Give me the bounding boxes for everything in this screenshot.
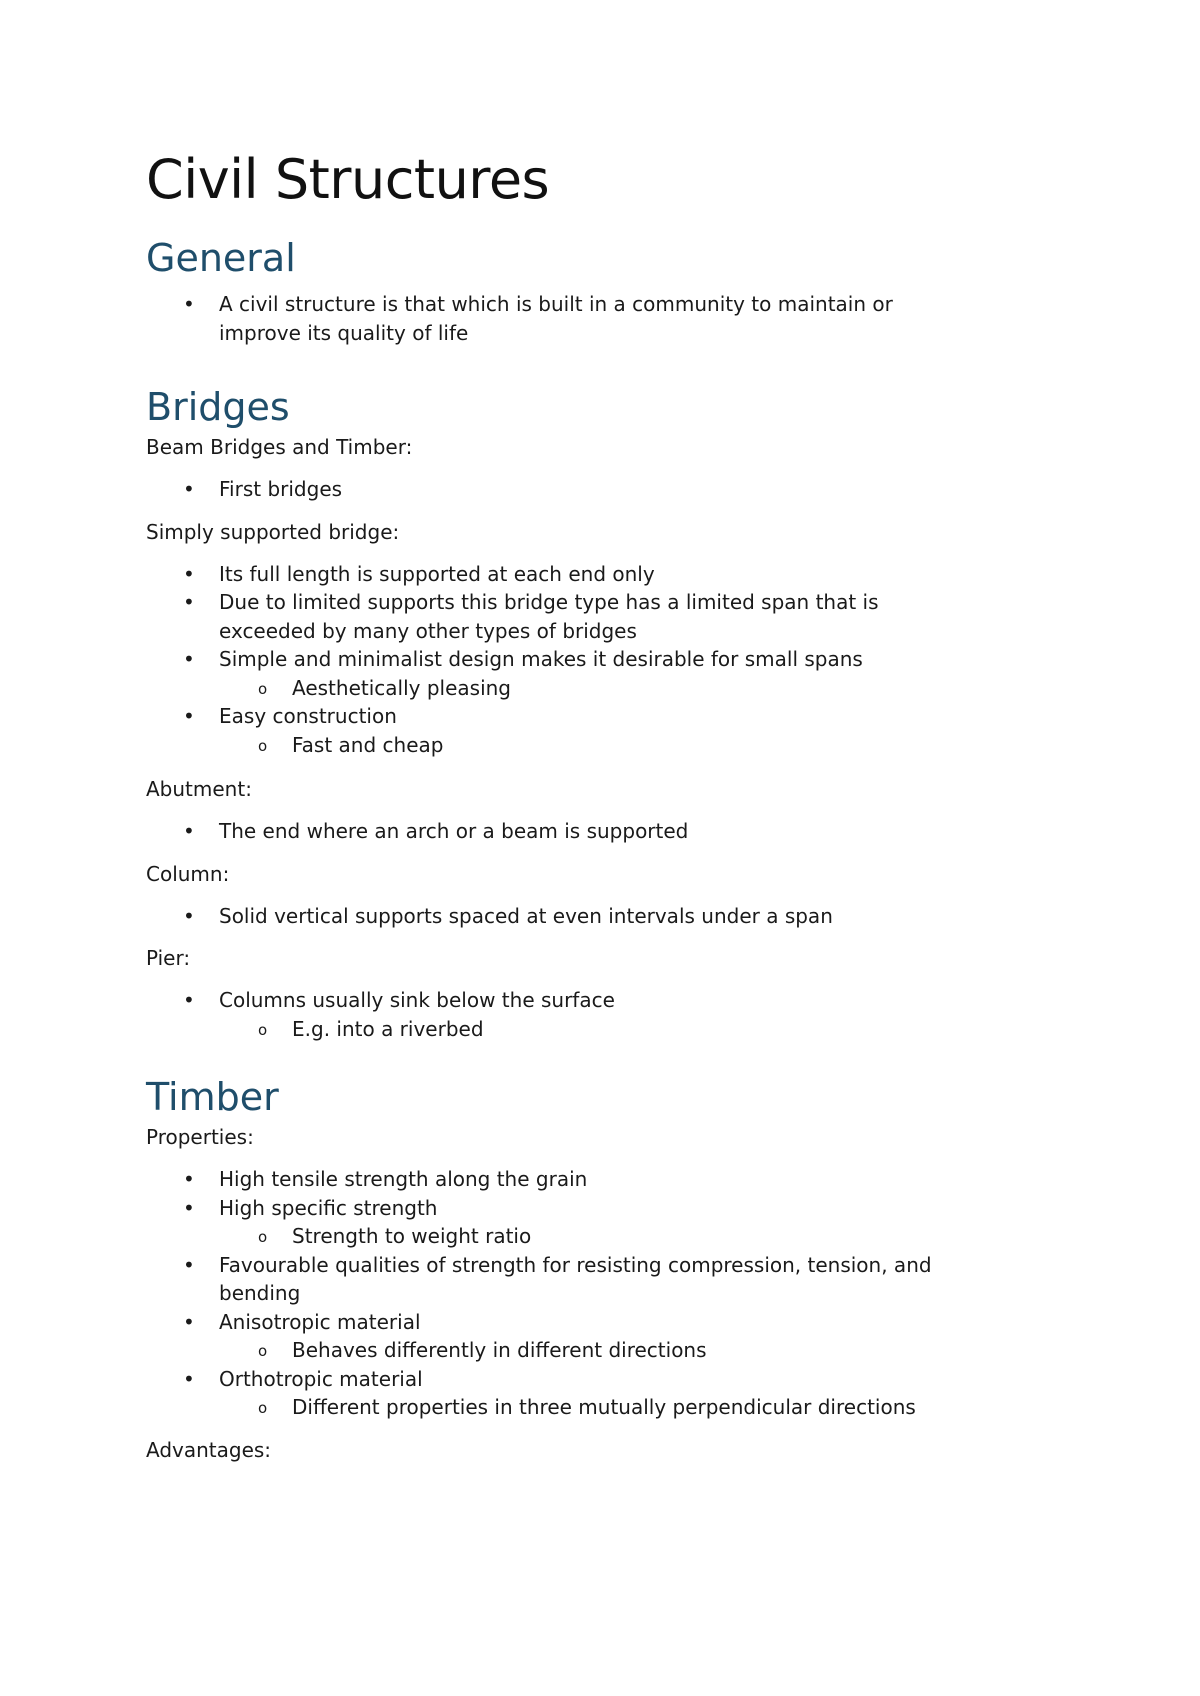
sub-list-item: o Behaves differently in different directions (146, 1336, 1046, 1365)
list-item: • Orthotropic material (146, 1365, 1046, 1394)
subsection-label-beam-bridges: Beam Bridges and Timber: (146, 435, 413, 459)
list-item: • The end where an arch or a beam is supported (146, 817, 1046, 846)
list-item (146, 588, 1046, 645)
column-list (146, 902, 1046, 931)
list-item: • Simple and minimalist design makes it desirable for small spans (146, 645, 1046, 674)
list-item-text-continued: exceeded by many other types of bridges (219, 618, 637, 643)
list-item-text: Due to limited supports this bridge type has a limited span that is (219, 590, 879, 614)
sub-list-item: o Strength to weight ratio (146, 1222, 1046, 1251)
section-heading-timber: Timber (146, 1075, 279, 1119)
list-item: • High tensile strength along the grain (146, 1165, 1046, 1194)
abutment-list (146, 817, 1046, 846)
sub-list-item: o Fast and cheap (146, 731, 1046, 760)
subsection-label-abutment: Abutment: (146, 777, 252, 801)
section-heading-bridges: Bridges (146, 385, 290, 429)
subsection-label-properties: Properties: (146, 1125, 254, 1149)
list-item: • Easy construction (146, 702, 1046, 731)
subsection-label-simply-supported: Simply supported bridge: (146, 519, 400, 544)
list-item (146, 1251, 1046, 1308)
list-item: • Its full length is supported at each end only (146, 560, 1046, 589)
list-item: • Columns usually sink below the surface (146, 986, 1046, 1015)
general-list (146, 290, 1046, 347)
document-page (146, 140, 1046, 1464)
document-title: Civil Structures (146, 148, 550, 211)
list-item: • Anisotropic material (146, 1308, 1046, 1337)
list-item-text-continued: improve its quality of life (219, 320, 469, 345)
sub-list-item: o E.g. into a riverbed (146, 1015, 1046, 1044)
list-item: • First bridges (146, 475, 1046, 504)
sub-list-item: o Aesthetically pleasing (146, 674, 1046, 703)
properties-list (146, 1165, 1046, 1422)
list-item: • Solid vertical supports spaced at even intervals under a span (146, 902, 1046, 931)
section-heading-general: General (146, 236, 296, 280)
subsection-label-pier: Pier: (146, 946, 191, 970)
simply-supported-list (146, 560, 1046, 760)
list-item-text-continued: bending (219, 1281, 301, 1305)
list-item: • High specific strength (146, 1194, 1046, 1223)
sub-list-item: o Different properties in three mutually perpendicular directions (146, 1393, 1046, 1422)
beam-bridges-list (146, 475, 1046, 504)
list-item (146, 290, 1046, 347)
subsection-label-advantages: Advantages: (146, 1437, 272, 1462)
pier-list (146, 986, 1046, 1043)
subsection-label-column: Column: (146, 861, 230, 886)
list-item-text: Favourable qualities of strength for resisting compression, tension, and (219, 1252, 932, 1277)
list-item-text: A civil structure is that which is built in a community to maintain or (219, 292, 893, 316)
